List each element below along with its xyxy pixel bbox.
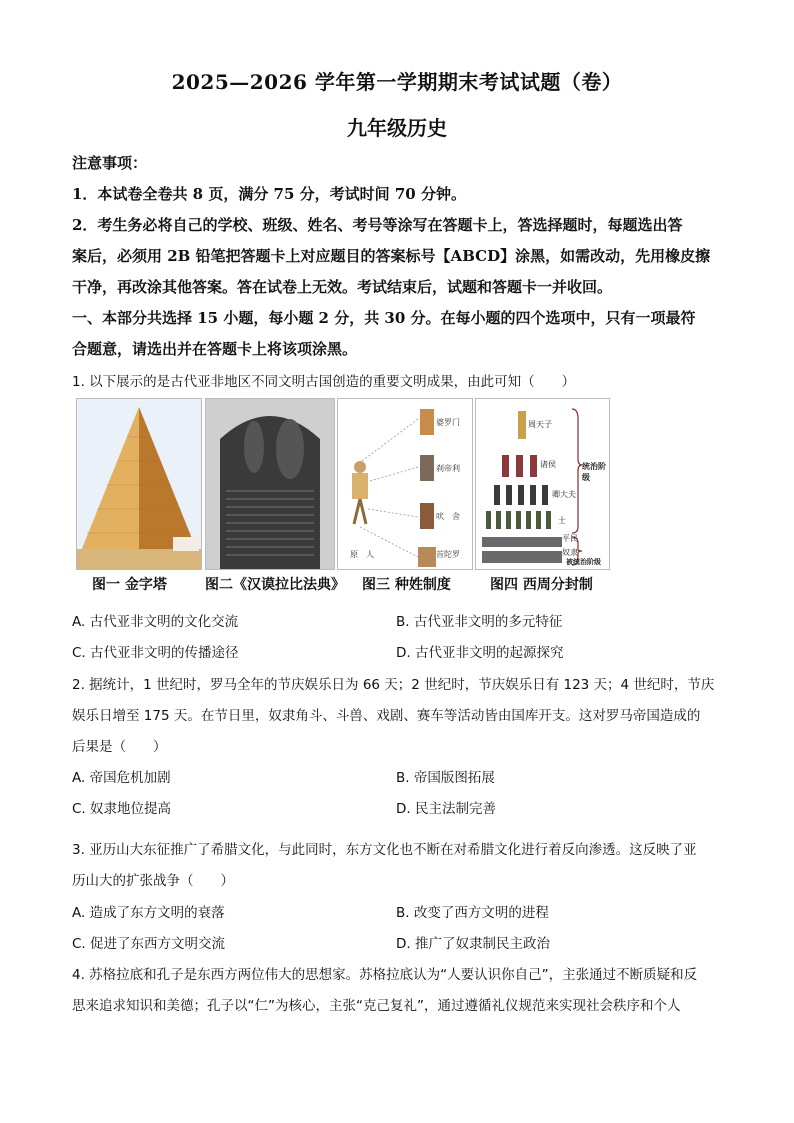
feudal-slave-label: 奴隶 xyxy=(562,548,578,557)
caste-vaishya-label: 吠 舍 xyxy=(436,512,460,521)
q2-stem-line-1: 2. 据统计，1 世纪时，罗马全年的节庆娱乐日为 66 天；2 世纪时，节庆娱乐日有 123 天；4 世纪时，节庆 xyxy=(72,677,715,693)
q3-option-c[interactable]: C. 促进了东西方文明交流 xyxy=(72,936,226,952)
q3-option-d[interactable]: D. 推广了奴隶制民主政治 xyxy=(396,936,550,952)
q3-option-a[interactable]: A. 造成了东方文明的衰落 xyxy=(72,905,225,921)
q3-stem-line-1: 3. 亚历山大东征推广了希腊文化，与此同时，东方文化也不断在对希腊文化进行着反向渗透。这反映了亚 xyxy=(72,842,697,858)
notice-item-2-line-1: 2．考生务必将自己的学校、班级、姓名、考号等涂写在答题卡上，答选择题时，每题选出答 xyxy=(72,216,683,234)
feudal-ruled-label: 被统治阶级 xyxy=(566,558,601,566)
q1-stem: 1. 以下展示的是古代亚非地区不同文明古国创造的重要文明成果，由此可知（ ） xyxy=(72,374,576,390)
feudal-rulers-label: 统治阶级 xyxy=(582,462,606,482)
figure-hammurabi-code xyxy=(205,398,335,570)
figure-pyramid xyxy=(76,398,202,570)
section-instruction-line-2: 合题意，请选出并在答题卡上将该项涂黑。 xyxy=(72,340,358,358)
pyramid-image xyxy=(77,399,201,569)
q1-option-d[interactable]: D. 古代亚非文明的起源探究 xyxy=(396,645,564,661)
q4-stem-line-2: 思来追求知识和美德；孔子以“仁”为核心，主张“克己复礼”，通过遵循礼仪规范来实现社会秩序和个人 xyxy=(72,998,681,1014)
stele-image xyxy=(206,399,334,569)
feudal-lords-label: 诸侯 xyxy=(540,460,556,469)
notice-item-1: 1．本试卷全卷共 8 页，满分 75 分，考试时间 70 分钟。 xyxy=(72,185,466,203)
q1-option-c[interactable]: C. 古代亚非文明的传播途径 xyxy=(72,645,239,661)
notice-heading: 注意事项： xyxy=(72,154,148,172)
caste-origin-label: 原 人 xyxy=(350,550,374,559)
caste-shudra-label: 首陀罗 xyxy=(436,550,460,559)
feudal-king-label: 周天子 xyxy=(528,420,552,429)
figure-feudal-system xyxy=(475,398,610,570)
notice-item-2-line-3: 干净，再改涂其他答案。答在试卷上无效。考试结束后，试题和答题卡一并收回。 xyxy=(72,278,613,296)
caption-fig2: 图二《汉谟拉比法典》 xyxy=(205,577,345,593)
caption-fig3: 图三 种姓制度 xyxy=(362,577,451,593)
feudal-ministers-label: 卿大夫 xyxy=(552,490,576,499)
caste-kshatriya-label: 刹帝利 xyxy=(436,464,460,473)
q1-option-a[interactable]: A. 古代亚非文明的文化交流 xyxy=(72,614,239,630)
caste-brahmin-label: 婆罗门 xyxy=(436,418,460,427)
q3-option-b[interactable]: B. 改变了西方文明的进程 xyxy=(396,905,549,921)
q2-option-b[interactable]: B. 帝国版图拓展 xyxy=(396,770,495,786)
section-instruction-line-1: 一、本部分共选择 15 小题，每小题 2 分，共 30 分。在每小题的四个选项中，只有一项最符 xyxy=(72,309,696,327)
feudal-shi-label: 士 xyxy=(558,516,566,525)
q2-option-d[interactable]: D. 民主法制完善 xyxy=(396,801,496,817)
q4-stem-line-1: 4. 苏格拉底和孔子是东西方两位伟大的思想家。苏格拉底认为“人要认识你自己”，主张通过不断质疑和反 xyxy=(72,967,698,983)
q2-option-a[interactable]: A. 帝国危机加剧 xyxy=(72,770,171,786)
caption-fig1: 图一 金字塔 xyxy=(92,577,167,593)
q2-option-c[interactable]: C. 奴隶地位提高 xyxy=(72,801,172,817)
exam-subtitle: 九年级历史 xyxy=(347,116,447,140)
notice-item-2-line-2: 案后，必须用 2B 铅笔把答题卡上对应题目的答案标号【ABCD】涂黑，如需改动，先用橡皮擦 xyxy=(72,247,711,265)
q3-stem-line-2: 历山大的扩张战争（ ） xyxy=(72,873,234,889)
q2-stem-line-3: 后果是（ ） xyxy=(72,739,167,755)
exam-title: 2025—2026 学年第一学期期末考试试题（卷） xyxy=(171,70,623,94)
q1-option-b[interactable]: B. 古代亚非文明的多元特征 xyxy=(396,614,563,630)
feudal-commoner-label: 平民 xyxy=(562,534,578,543)
caption-fig4: 图四 西周分封制 xyxy=(490,577,593,593)
figure-caste-system xyxy=(337,398,473,570)
q2-stem-line-2: 娱乐日增至 175 天。在节日里，奴隶角斗、斗兽、戏剧、赛车等活动皆由国库开支。这对罗马帝国造成的 xyxy=(72,708,701,724)
